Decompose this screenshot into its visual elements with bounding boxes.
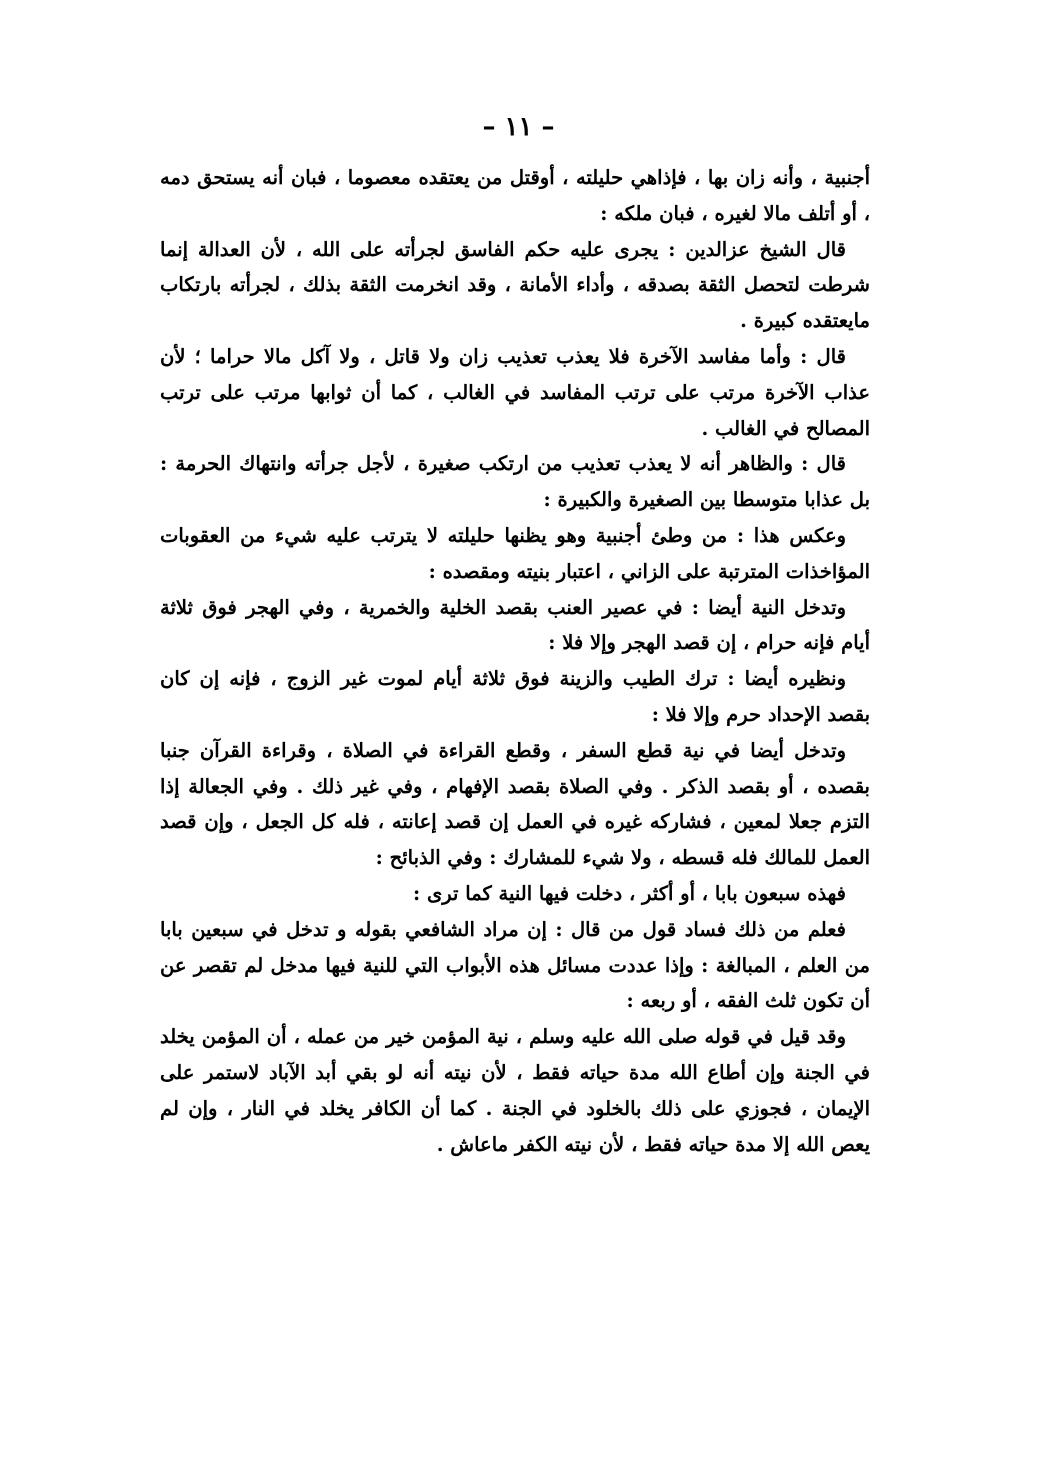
paragraph-10: فعلم من ذلك فساد قول من قال : إن مراد الشافعي بقوله و تدخل في سبعين بابا من العلم ، المبالغة : وإذا عددت مسائل هذه الأبواب التي للنية فيها مدخل لم تقصر عن أن تكون ثلث الفقه ، أو ربعه : [160,917,870,1013]
paragraph-4: قال : والظاهر أنه لا يعذب تعذيب من ارتكب صغيرة ، لأجل جرأته وانتهاك الحرمة : بل عذابا متوسطا بين الصغيرة والكبيرة : [160,452,870,512]
paragraph-6: وتدخل النية أيضا : في عصير العنب بقصد الخلية والخمرية ، وفي الهجر فوق ثلاثة أيام فإنه حرام ، إن قصد الهجر وإلا فلا : [160,595,870,655]
paragraph-7: ونظيره أيضا : ترك الطيب والزينة فوق ثلاثة أيام لموت غير الزوج ، فإنه إن كان بقصد الإحداد حرم وإلا فلا : [160,667,870,726]
paragraph-2: قال الشيخ عزالدين : يجرى عليه حكم الفاسق لجرأته على الله ، لأن العدالة إنما شرطت لتحصل الثقة بصدقه ، وأداء الأمانة ، وقد انخرمت الثقة بذلك ، لجرأته بارتكاب مايعتقده كبيرة . [160,237,870,333]
paragraph-11: وقد قيل في قوله صلى الله عليه وسلم ، نية المؤمن خير من عمله ، أن المؤمن يخلد في الجنة وإن أطاع الله مدة حياته فقط ، لأن نيته أنه لو بقي أبد الآباد لاستمر على الإيمان ، فجوزي على ذلك بالخلود في الجنة . كما أن الكافر يخلد في النار ، وإن لم يعص الله إلا مدة حياته فقط ، لأن نيته الكفر ماعاش . [160,1025,870,1156]
body-text [160,160,870,1162]
paragraph-8: وتدخل أيضا في نية قطع السفر ، وقطع القراءة في الصلاة ، وقراءة القرآن جنبا بقصده ، أو بقصد الذكر . وفي الصلاة بقصد الإفهام ، وفي غير ذلك . وفي الجعالة إذا التزم جعلا لمعين ، فشاركه غيره في العمل إن قصد إعانته ، فله كل الجعل ، وإن قصد العمل للمالك فله قسطه ، ولا شيء للمشارك : وفي الذبائح : [160,738,870,870]
paragraph-9: فهذه سبعون بابا ، أو أكثر ، دخلت فيها النية كما ترى : [413,881,846,905]
paragraph-3: قال : وأما مفاسد الآخرة فلا يعذب تعذيب زان ولا قاتل ، ولا آكل مالا حراما ؛ لأن عذاب الآخرة مرتب على ترتب المفاسد في الغالب ، كما أن ثوابها مرتب على ترتب المصالح في الغالب . [160,344,870,440]
paragraph-1: أجنبية ، وأنه زان بها ، فإذاهي حليلته ، أوقتل من يعتقده معصوما ، فبان أنه يستحق دمه ، أو أتلف مالا لغيره ، فبان ملكه : [160,166,870,225]
page-number: – ١١ – [482,112,555,142]
paragraph-5: وعكس هذا : من وطئ أجنبية وهو يظنها حليلته لا يترتب عليه شيء من العقوبات المؤاخذات المترتبة على الزاني ، اعتبار بنيته ومقصده : [160,523,870,583]
